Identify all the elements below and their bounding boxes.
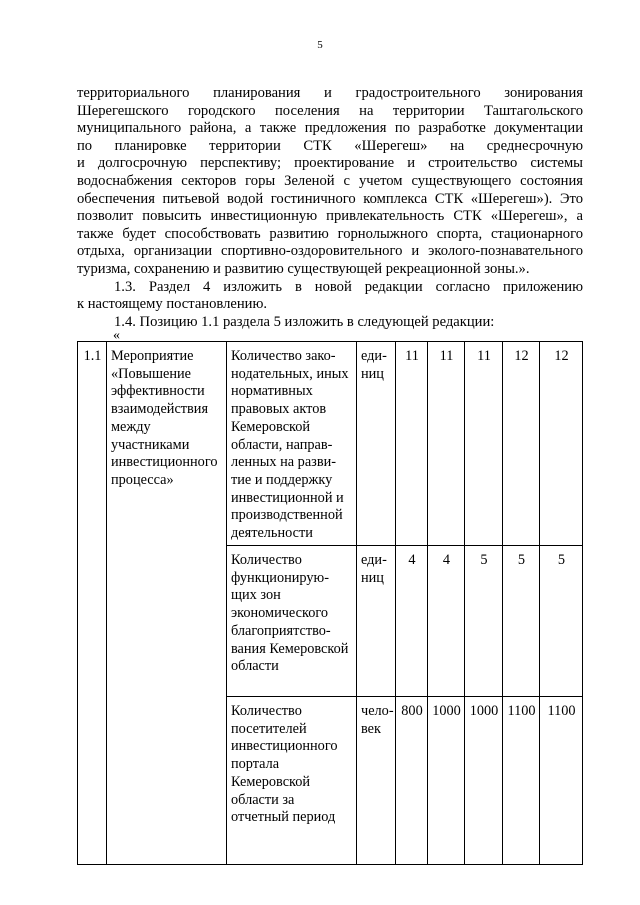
paragraph-line: муниципального района, а также предложения по разработке документации: [77, 120, 583, 137]
paragraph-line: водоснабжения секторов горы Зеленой с учетом существующего состояния: [77, 172, 583, 189]
indicator-value: 1100: [503, 697, 540, 865]
opening-quote: «: [113, 328, 120, 343]
paragraph-line: Шерегешского городского поселения на территории Таштагольского: [77, 102, 583, 119]
paragraph-line: и долгосрочную перспективу; проектирование и строительство системы: [77, 155, 583, 172]
indicator-value: 5: [503, 546, 540, 697]
measure-name: Мероприятие «Повышение эффективности взаимодействия между участниками инвестиционного процесса»: [107, 342, 227, 865]
indicator-value: 4: [396, 546, 428, 697]
paragraph-line: туризма, сохранению и развитию существующей рекреационной зоны.».: [77, 260, 530, 277]
paragraph-line: территориального планирования и градостроительного зонирования: [77, 85, 583, 101]
paragraph-line: отдыха, организации спортивно-оздоровительного и эколого-познавательного: [77, 243, 583, 260]
paragraph-1-3-line: к настоящему постановлению.: [77, 296, 268, 313]
indicator-unit: еди-ниц: [357, 546, 396, 697]
paragraph-line: обеспечения питьевой водой гостиничного комплекса СТК «Шерегеш»). Это: [77, 190, 583, 207]
indicator-name: Количество посетителей инвестиционного портала Кемеровской области за отчетный период: [227, 697, 357, 865]
indicator-value: 11: [428, 342, 465, 546]
paragraph-1-3-line: 1.3. Раздел 4 изложить в новой редакции согласно приложению: [114, 278, 583, 295]
row-number: 1.1: [78, 342, 107, 865]
paragraph-line: позволит повысить инвестиционную привлекательность СТК «Шерегеш», а: [77, 208, 583, 225]
indicator-value: 1000: [428, 697, 465, 865]
indicator-name: Количество функционирую-щих зон экономического благоприятство-вания Кемеровской области: [227, 546, 357, 697]
indicator-value: 4: [428, 546, 465, 697]
paragraph-1-4: 1.4. Позицию 1.1 раздела 5 изложить в следующей редакции:: [114, 313, 495, 330]
indicator-value: 12: [540, 342, 583, 546]
paragraph-line: также будет способствовать развитию горнолыжного спорта, стационарного: [77, 225, 583, 242]
table-row: [78, 342, 583, 546]
indicator-value: 12: [503, 342, 540, 546]
indicator-value: 800: [396, 697, 428, 865]
paragraph-line: по планировке территории СТК «Шерегеш» на среднесрочную: [77, 137, 583, 154]
indicator-value: 5: [465, 546, 503, 697]
indicator-value: 1000: [465, 697, 503, 865]
indicator-value: 5: [540, 546, 583, 697]
indicator-name: Количество зако-нодательных, иных нормативных правовых актов Кемеровской области, направ-ленных на разви-тие и поддержку инвестиционной и производственной деятельности: [227, 342, 357, 546]
indicator-unit: чело-век: [357, 697, 396, 865]
indicator-value: 11: [396, 342, 428, 546]
indicator-unit: еди-ниц: [357, 342, 396, 546]
indicator-value: 1100: [540, 697, 583, 865]
text-body: [77, 85, 583, 331]
measures-table: [77, 341, 583, 865]
page-number: 5: [317, 39, 323, 51]
indicator-value: 11: [465, 342, 503, 546]
